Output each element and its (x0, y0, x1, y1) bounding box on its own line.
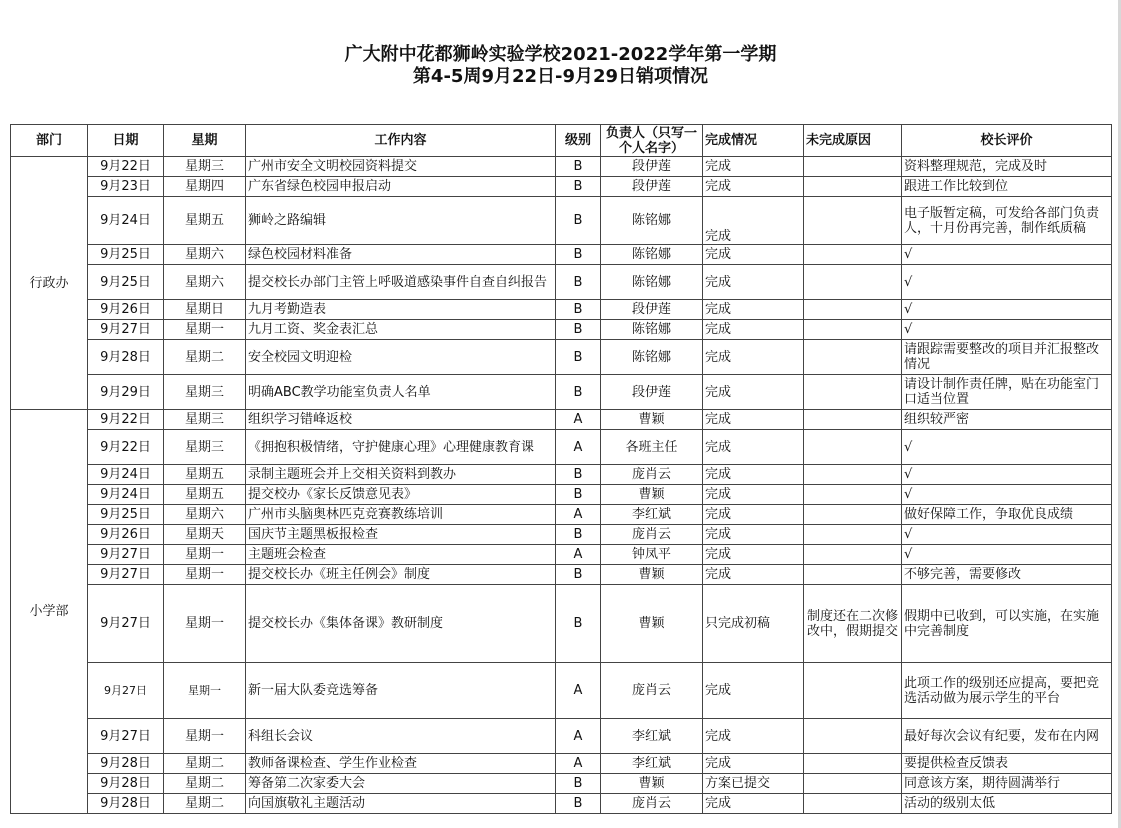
table-row (11, 505, 1112, 525)
reason-cell (804, 465, 902, 485)
date-cell: 9月25日 (88, 245, 164, 265)
review-cell: 请跟踪需要整改的项目并汇报整改情况 (902, 340, 1112, 375)
dept-cell: 小学部 (11, 410, 88, 814)
reason-cell (804, 177, 902, 197)
owner-cell: 庞肖云 (601, 663, 703, 719)
reason-cell (804, 430, 902, 465)
col-level: 级别 (556, 125, 601, 157)
reason-cell (804, 265, 902, 300)
table-row (11, 157, 1112, 177)
col-status: 完成情况 (703, 125, 804, 157)
content-cell: 狮岭之路编辑 (246, 197, 556, 245)
table-row (11, 465, 1112, 485)
status-cell: 完成 (703, 197, 804, 245)
table-row (11, 545, 1112, 565)
weekday-cell: 星期六 (164, 505, 246, 525)
col-owner: 负责人（只写一个人名字） (601, 125, 703, 157)
owner-cell: 庞肖云 (601, 525, 703, 545)
content-cell: 科组长会议 (246, 719, 556, 754)
reason-cell (804, 565, 902, 585)
content-cell: 提交校长办《集体备课》教研制度 (246, 585, 556, 663)
content-cell: 安全校园文明迎检 (246, 340, 556, 375)
level-cell: B (556, 465, 601, 485)
weekday-cell: 星期六 (164, 245, 246, 265)
weekday-cell: 星期一 (164, 320, 246, 340)
status-cell: 完成 (703, 375, 804, 410)
level-cell: B (556, 794, 601, 814)
content-cell: 主题班会检查 (246, 545, 556, 565)
level-cell: B (556, 265, 601, 300)
content-cell: 提交校长办《班主任例会》制度 (246, 565, 556, 585)
owner-cell: 庞肖云 (601, 794, 703, 814)
status-cell: 完成 (703, 794, 804, 814)
status-cell: 完成 (703, 719, 804, 754)
status-cell: 完成 (703, 265, 804, 300)
review-cell: √ (902, 245, 1112, 265)
date-cell: 9月27日 (88, 545, 164, 565)
weekday-cell: 星期一 (164, 719, 246, 754)
reason-cell (804, 197, 902, 245)
status-cell: 完成 (703, 565, 804, 585)
date-cell: 9月28日 (88, 754, 164, 774)
weekday-cell: 星期一 (164, 585, 246, 663)
col-review: 校长评价 (902, 125, 1112, 157)
owner-cell: 曹颖 (601, 774, 703, 794)
page-subtitle: 第4-5周9月22日-9月29日销项情况 (412, 66, 709, 87)
level-cell: A (556, 545, 601, 565)
date-cell: 9月27日 (88, 663, 164, 719)
level-cell: A (556, 719, 601, 754)
weekday-cell: 星期二 (164, 754, 246, 774)
date-cell: 9月28日 (88, 340, 164, 375)
date-cell: 9月25日 (88, 265, 164, 300)
weekday-cell: 星期四 (164, 177, 246, 197)
weekday-cell: 星期天 (164, 525, 246, 545)
table-row (11, 430, 1112, 465)
level-cell: B (556, 157, 601, 177)
content-cell: 《拥抱积极情绪，守护健康心理》心理健康教育课 (246, 430, 556, 465)
weekday-cell: 星期二 (164, 340, 246, 375)
content-cell: 筹备第二次家委大会 (246, 774, 556, 794)
review-cell: 电子版暂定稿，可发给各部门负责人，十月份再完善，制作纸质稿 (902, 197, 1112, 245)
table-row (11, 410, 1112, 430)
owner-cell: 李红斌 (601, 505, 703, 525)
table-row (11, 265, 1112, 300)
level-cell: A (556, 430, 601, 465)
level-cell: A (556, 410, 601, 430)
status-cell: 完成 (703, 505, 804, 525)
owner-cell: 钟凤平 (601, 545, 703, 565)
table-row (11, 565, 1112, 585)
reason-cell (804, 719, 902, 754)
content-cell: 教师备课检查、学生作业检查 (246, 754, 556, 774)
table-row (11, 585, 1112, 663)
content-cell: 明确ABC教学功能室负责人名单 (246, 375, 556, 410)
owner-cell: 曹颖 (601, 410, 703, 430)
review-cell: 资料整理规范，完成及时 (902, 157, 1112, 177)
review-cell: 同意该方案，期待圆满举行 (902, 774, 1112, 794)
content-cell: 广州市头脑奥林匹克竞赛教练培训 (246, 505, 556, 525)
level-cell: B (556, 320, 601, 340)
level-cell: B (556, 300, 601, 320)
review-cell: 活动的级别太低 (902, 794, 1112, 814)
weekday-cell: 星期一 (164, 663, 246, 719)
review-cell: √ (902, 545, 1112, 565)
level-cell: B (556, 177, 601, 197)
table-row (11, 485, 1112, 505)
content-cell: 九月考勤造表 (246, 300, 556, 320)
col-weekday: 星期 (164, 125, 246, 157)
content-cell: 提交校长办部门主管上呼吸道感染事件自查自纠报告 (246, 265, 556, 300)
owner-cell: 陈铭娜 (601, 197, 703, 245)
owner-cell: 陈铭娜 (601, 320, 703, 340)
reason-cell (804, 545, 902, 565)
review-cell: 做好保障工作，争取优良成绩 (902, 505, 1112, 525)
weekday-cell: 星期三 (164, 410, 246, 430)
owner-cell: 段伊莲 (601, 300, 703, 320)
date-cell: 9月27日 (88, 719, 164, 754)
status-cell: 方案已提交 (703, 774, 804, 794)
reason-cell (804, 505, 902, 525)
level-cell: B (556, 245, 601, 265)
date-cell: 9月22日 (88, 410, 164, 430)
reason-cell (804, 485, 902, 505)
table-row (11, 197, 1112, 245)
owner-cell: 庞肖云 (601, 465, 703, 485)
level-cell: B (556, 485, 601, 505)
date-cell: 9月22日 (88, 430, 164, 465)
status-cell: 完成 (703, 465, 804, 485)
date-cell: 9月27日 (88, 320, 164, 340)
status-cell: 完成 (703, 430, 804, 465)
table-row (11, 774, 1112, 794)
date-cell: 9月25日 (88, 505, 164, 525)
level-cell: B (556, 340, 601, 375)
content-cell: 录制主题班会并上交相关资料到教办 (246, 465, 556, 485)
weekday-cell: 星期三 (164, 157, 246, 177)
owner-cell: 李红斌 (601, 754, 703, 774)
owner-cell: 陈铭娜 (601, 245, 703, 265)
status-cell: 完成 (703, 525, 804, 545)
col-reason: 未完成原因 (804, 125, 902, 157)
task-table (10, 124, 1112, 814)
review-cell: √ (902, 485, 1112, 505)
review-cell: 此项工作的级别还应提高，要把竞选活动做为展示学生的平台 (902, 663, 1112, 719)
weekday-cell: 星期三 (164, 375, 246, 410)
status-cell: 完成 (703, 754, 804, 774)
content-cell: 绿色校园材料准备 (246, 245, 556, 265)
level-cell: A (556, 663, 601, 719)
reason-cell (804, 754, 902, 774)
review-cell: 请设计制作责任牌，贴在功能室门口适当位置 (902, 375, 1112, 410)
level-cell: B (556, 375, 601, 410)
content-cell: 国庆节主题黑板报检查 (246, 525, 556, 545)
reason-cell (804, 320, 902, 340)
review-cell: 组织较严密 (902, 410, 1112, 430)
col-dept: 部门 (11, 125, 88, 157)
review-cell: √ (902, 430, 1112, 465)
content-cell: 广东省绿色校园申报启动 (246, 177, 556, 197)
owner-cell: 陈铭娜 (601, 340, 703, 375)
owner-cell: 段伊莲 (601, 157, 703, 177)
review-cell: √ (902, 320, 1112, 340)
weekday-cell: 星期一 (164, 565, 246, 585)
reason-cell: 制度还在二次修改中，假期提交 (804, 585, 902, 663)
review-cell: √ (902, 265, 1112, 300)
status-cell: 完成 (703, 320, 804, 340)
table-row (11, 663, 1112, 719)
header-row (11, 125, 1112, 157)
status-cell: 只完成初稿 (703, 585, 804, 663)
owner-cell: 各班主任 (601, 430, 703, 465)
weekday-cell: 星期五 (164, 197, 246, 245)
review-cell: 假期中已收到，可以实施，在实施中完善制度 (902, 585, 1112, 663)
reason-cell (804, 774, 902, 794)
table-row (11, 340, 1112, 375)
status-cell: 完成 (703, 157, 804, 177)
weekday-cell: 星期三 (164, 430, 246, 465)
table-row (11, 375, 1112, 410)
date-cell: 9月27日 (88, 585, 164, 663)
weekday-cell: 星期二 (164, 794, 246, 814)
reason-cell (804, 794, 902, 814)
review-cell: √ (902, 525, 1112, 545)
content-cell: 广州市安全文明校园资料提交 (246, 157, 556, 177)
review-cell: √ (902, 465, 1112, 485)
weekday-cell: 星期五 (164, 485, 246, 505)
owner-cell: 陈铭娜 (601, 265, 703, 300)
weekday-cell: 星期日 (164, 300, 246, 320)
date-cell: 9月22日 (88, 157, 164, 177)
reason-cell (804, 300, 902, 320)
weekday-cell: 星期一 (164, 545, 246, 565)
owner-cell: 曹颖 (601, 565, 703, 585)
level-cell: B (556, 565, 601, 585)
table-row (11, 719, 1112, 754)
reason-cell (804, 410, 902, 430)
date-cell: 9月27日 (88, 565, 164, 585)
review-cell: √ (902, 300, 1112, 320)
date-cell: 9月23日 (88, 177, 164, 197)
status-cell: 完成 (703, 485, 804, 505)
page-title: 广大附中花都狮岭实验学校2021-2022学年第一学期 (344, 44, 777, 65)
table-row (11, 794, 1112, 814)
status-cell: 完成 (703, 340, 804, 375)
date-cell: 9月26日 (88, 300, 164, 320)
col-date: 日期 (88, 125, 164, 157)
date-cell: 9月29日 (88, 375, 164, 410)
level-cell: A (556, 505, 601, 525)
weekday-cell: 星期五 (164, 465, 246, 485)
content-cell: 新一届大队委竞选筹备 (246, 663, 556, 719)
weekday-cell: 星期六 (164, 265, 246, 300)
status-cell: 完成 (703, 545, 804, 565)
status-cell: 完成 (703, 177, 804, 197)
date-cell: 9月28日 (88, 774, 164, 794)
col-content: 工作内容 (246, 125, 556, 157)
owner-cell: 曹颖 (601, 585, 703, 663)
reason-cell (804, 375, 902, 410)
table-row (11, 300, 1112, 320)
review-cell: 要提供检查反馈表 (902, 754, 1112, 774)
content-cell: 九月工资、奖金表汇总 (246, 320, 556, 340)
level-cell: A (556, 754, 601, 774)
date-cell: 9月24日 (88, 465, 164, 485)
date-cell: 9月28日 (88, 794, 164, 814)
status-cell: 完成 (703, 245, 804, 265)
level-cell: B (556, 197, 601, 245)
content-cell: 组织学习错峰返校 (246, 410, 556, 430)
reason-cell (804, 157, 902, 177)
dept-cell: 行政办 (11, 157, 88, 410)
table-row (11, 245, 1112, 265)
level-cell: B (556, 525, 601, 545)
weekday-cell: 星期二 (164, 774, 246, 794)
reason-cell (804, 340, 902, 375)
owner-cell: 曹颖 (601, 485, 703, 505)
reason-cell (804, 245, 902, 265)
reason-cell (804, 663, 902, 719)
content-cell: 提交校办《家长反馈意见表》 (246, 485, 556, 505)
review-cell: 不够完善，需要修改 (902, 565, 1112, 585)
status-cell: 完成 (703, 663, 804, 719)
date-cell: 9月24日 (88, 485, 164, 505)
table-row (11, 320, 1112, 340)
status-cell: 完成 (703, 410, 804, 430)
reason-cell (804, 525, 902, 545)
review-cell: 最好每次会议有纪要，发布在内网 (902, 719, 1112, 754)
owner-cell: 李红斌 (601, 719, 703, 754)
status-cell: 完成 (703, 300, 804, 320)
table-row (11, 525, 1112, 545)
date-cell: 9月24日 (88, 197, 164, 245)
level-cell: B (556, 774, 601, 794)
content-cell: 向国旗敬礼主题活动 (246, 794, 556, 814)
date-cell: 9月26日 (88, 525, 164, 545)
level-cell: B (556, 585, 601, 663)
table-row (11, 754, 1112, 774)
owner-cell: 段伊莲 (601, 375, 703, 410)
table-body (11, 157, 1112, 814)
table-row (11, 177, 1112, 197)
review-cell: 跟进工作比较到位 (902, 177, 1112, 197)
owner-cell: 段伊莲 (601, 177, 703, 197)
